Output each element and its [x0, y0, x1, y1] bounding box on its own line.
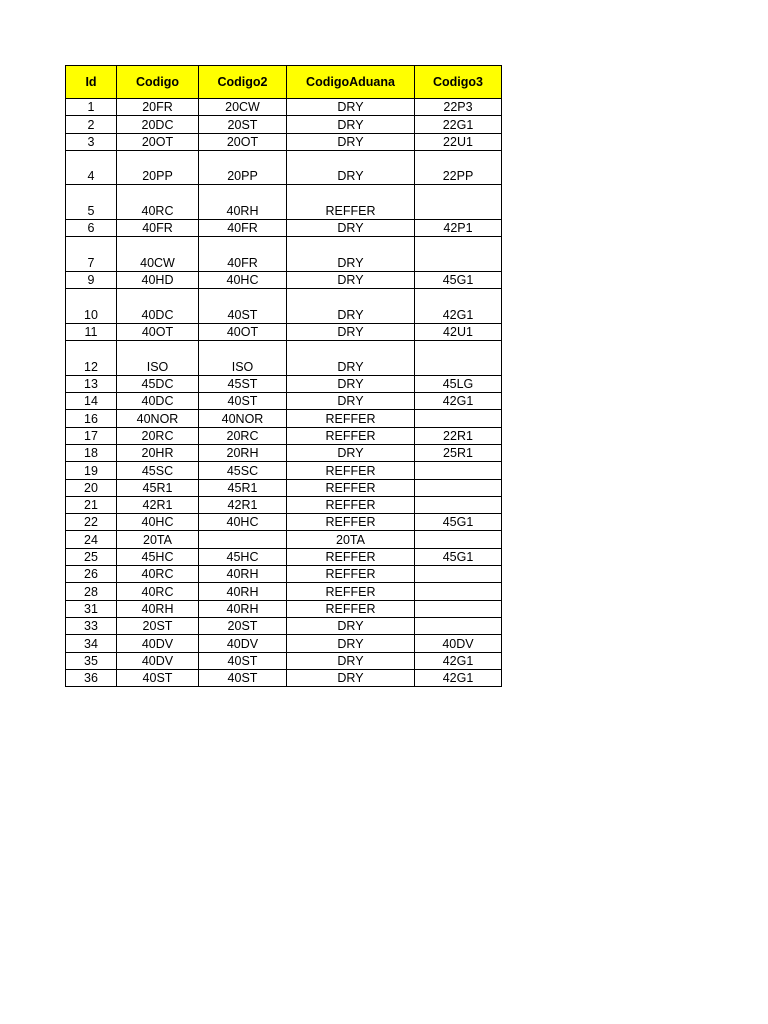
cell-codigo3: 42G1: [415, 289, 502, 324]
table-row: [66, 583, 502, 600]
cell-codigo2: 20OT: [199, 133, 287, 150]
cell-id: 34: [66, 635, 117, 652]
cell-codigo2: 40RH: [199, 600, 287, 617]
cell-codigo: 45DC: [117, 375, 199, 392]
cell-codigo: 40HD: [117, 271, 199, 288]
cell-codigo-aduana: REFFER: [287, 427, 415, 444]
cell-codigo: 40DC: [117, 393, 199, 410]
cell-codigo-aduana: DRY: [287, 237, 415, 272]
cell-id: 17: [66, 427, 117, 444]
table-row: [66, 185, 502, 220]
table-row: [66, 566, 502, 583]
cell-codigo-aduana: DRY: [287, 150, 415, 185]
cell-codigo: 40RH: [117, 600, 199, 617]
cell-codigo2: 40RH: [199, 566, 287, 583]
cell-codigo3: [415, 462, 502, 479]
cell-codigo3: 45LG: [415, 375, 502, 392]
cell-id: 22: [66, 514, 117, 531]
cell-codigo3: 42P1: [415, 220, 502, 237]
cell-codigo: 40RC: [117, 185, 199, 220]
cell-codigo-aduana: REFFER: [287, 496, 415, 513]
cell-codigo3: [415, 566, 502, 583]
cell-codigo: 40DV: [117, 652, 199, 669]
cell-codigo: 20HR: [117, 444, 199, 461]
cell-codigo3: 22U1: [415, 133, 502, 150]
cell-codigo2: 42R1: [199, 496, 287, 513]
cell-id: 6: [66, 220, 117, 237]
cell-id: 7: [66, 237, 117, 272]
cell-codigo2: 45R1: [199, 479, 287, 496]
cell-codigo-aduana: REFFER: [287, 566, 415, 583]
table-row: [66, 410, 502, 427]
cell-codigo3: 22P3: [415, 99, 502, 116]
table-row: [66, 635, 502, 652]
table-row: [66, 531, 502, 548]
cell-codigo: 40CW: [117, 237, 199, 272]
cell-codigo: 20FR: [117, 99, 199, 116]
cell-codigo2: 20PP: [199, 150, 287, 185]
cell-codigo2: ISO: [199, 341, 287, 376]
table-row: [66, 427, 502, 444]
table-row: [66, 237, 502, 272]
table-row: [66, 323, 502, 340]
cell-codigo3: 22PP: [415, 150, 502, 185]
cell-id: 14: [66, 393, 117, 410]
cell-codigo3: 42G1: [415, 393, 502, 410]
cell-codigo2: 40HC: [199, 271, 287, 288]
header-codigo3: Codigo3: [415, 66, 502, 99]
cell-codigo-aduana: DRY: [287, 220, 415, 237]
header-codigo-aduana: CodigoAduana: [287, 66, 415, 99]
cell-id: 36: [66, 669, 117, 686]
cell-codigo: 20OT: [117, 133, 199, 150]
cell-id: 16: [66, 410, 117, 427]
cell-codigo2: 40DV: [199, 635, 287, 652]
cell-codigo-aduana: DRY: [287, 375, 415, 392]
cell-codigo3: 40DV: [415, 635, 502, 652]
cell-codigo: 20TA: [117, 531, 199, 548]
cell-codigo3: 45G1: [415, 271, 502, 288]
cell-codigo-aduana: REFFER: [287, 583, 415, 600]
cell-id: 5: [66, 185, 117, 220]
cell-codigo2: 40ST: [199, 669, 287, 686]
cell-codigo: 20ST: [117, 617, 199, 634]
cell-codigo2: 20CW: [199, 99, 287, 116]
cell-id: 11: [66, 323, 117, 340]
table-row: [66, 652, 502, 669]
cell-codigo-aduana: REFFER: [287, 548, 415, 565]
cell-id: 28: [66, 583, 117, 600]
cell-codigo-aduana: REFFER: [287, 185, 415, 220]
cell-codigo3: [415, 410, 502, 427]
cell-id: 35: [66, 652, 117, 669]
cell-codigo-aduana: REFFER: [287, 462, 415, 479]
table-row: [66, 375, 502, 392]
cell-id: 19: [66, 462, 117, 479]
cell-codigo3: 42G1: [415, 669, 502, 686]
table-row: [66, 462, 502, 479]
cell-codigo2: 20RH: [199, 444, 287, 461]
cell-codigo3: 45G1: [415, 548, 502, 565]
cell-codigo-aduana: DRY: [287, 444, 415, 461]
cell-codigo2: 45HC: [199, 548, 287, 565]
cell-codigo2: 20ST: [199, 617, 287, 634]
cell-id: 25: [66, 548, 117, 565]
table-row: [66, 444, 502, 461]
cell-codigo-aduana: REFFER: [287, 514, 415, 531]
cell-codigo-aduana: DRY: [287, 323, 415, 340]
cell-codigo: 40DV: [117, 635, 199, 652]
cell-codigo: 20RC: [117, 427, 199, 444]
cell-codigo-aduana: DRY: [287, 341, 415, 376]
cell-codigo3: [415, 341, 502, 376]
cell-id: 1: [66, 99, 117, 116]
table-row: [66, 99, 502, 116]
cell-codigo2: 40RH: [199, 185, 287, 220]
table-row: [66, 220, 502, 237]
cell-codigo3: 42G1: [415, 652, 502, 669]
cell-codigo3: [415, 531, 502, 548]
cell-codigo-aduana: DRY: [287, 271, 415, 288]
cell-codigo3: 22G1: [415, 116, 502, 133]
cell-codigo: 40FR: [117, 220, 199, 237]
table-row: [66, 479, 502, 496]
cell-codigo3: 22R1: [415, 427, 502, 444]
cell-codigo3: 45G1: [415, 514, 502, 531]
table-row: [66, 669, 502, 686]
cell-codigo2: 40HC: [199, 514, 287, 531]
cell-codigo-aduana: DRY: [287, 393, 415, 410]
cell-codigo2: 40FR: [199, 220, 287, 237]
header-id: Id: [66, 66, 117, 99]
table-row: [66, 617, 502, 634]
cell-id: 2: [66, 116, 117, 133]
cell-codigo: ISO: [117, 341, 199, 376]
cell-codigo-aduana: DRY: [287, 652, 415, 669]
cell-codigo2: 20ST: [199, 116, 287, 133]
cell-codigo-aduana: REFFER: [287, 479, 415, 496]
table-row: [66, 133, 502, 150]
cell-codigo2: 40RH: [199, 583, 287, 600]
cell-codigo3: [415, 617, 502, 634]
cell-codigo-aduana: DRY: [287, 133, 415, 150]
cell-codigo-aduana: REFFER: [287, 600, 415, 617]
cell-codigo: 42R1: [117, 496, 199, 513]
cell-id: 4: [66, 150, 117, 185]
cell-codigo: 20PP: [117, 150, 199, 185]
cell-codigo-aduana: DRY: [287, 289, 415, 324]
cell-codigo3: 42U1: [415, 323, 502, 340]
cell-codigo3: [415, 496, 502, 513]
cell-codigo3: [415, 583, 502, 600]
table-row: [66, 548, 502, 565]
cell-codigo-aduana: REFFER: [287, 410, 415, 427]
table-row: [66, 600, 502, 617]
cell-id: 13: [66, 375, 117, 392]
cell-codigo3: 25R1: [415, 444, 502, 461]
cell-codigo: 45R1: [117, 479, 199, 496]
cell-id: 26: [66, 566, 117, 583]
cell-codigo: 40HC: [117, 514, 199, 531]
cell-id: 24: [66, 531, 117, 548]
cell-id: 18: [66, 444, 117, 461]
cell-codigo: 40ST: [117, 669, 199, 686]
cell-codigo2: [199, 531, 287, 548]
cell-id: 9: [66, 271, 117, 288]
cell-codigo2: 20RC: [199, 427, 287, 444]
cell-codigo3: [415, 479, 502, 496]
cell-codigo: 20DC: [117, 116, 199, 133]
cell-codigo: 45HC: [117, 548, 199, 565]
cell-codigo2: 45ST: [199, 375, 287, 392]
table-row: [66, 341, 502, 376]
cell-codigo2: 40FR: [199, 237, 287, 272]
cell-codigo3: [415, 237, 502, 272]
cell-codigo-aduana: DRY: [287, 99, 415, 116]
cell-codigo: 40DC: [117, 289, 199, 324]
cell-id: 10: [66, 289, 117, 324]
cell-codigo: 40RC: [117, 583, 199, 600]
cell-codigo2: 40OT: [199, 323, 287, 340]
cell-id: 33: [66, 617, 117, 634]
cell-codigo3: [415, 600, 502, 617]
cell-id: 31: [66, 600, 117, 617]
cell-codigo2: 40ST: [199, 393, 287, 410]
cell-codigo-aduana: DRY: [287, 635, 415, 652]
cell-codigo-aduana: DRY: [287, 116, 415, 133]
cell-codigo2: 40ST: [199, 652, 287, 669]
table-row: [66, 116, 502, 133]
cell-codigo-aduana: DRY: [287, 617, 415, 634]
cell-id: 12: [66, 341, 117, 376]
cell-id: 3: [66, 133, 117, 150]
cell-codigo-aduana: DRY: [287, 669, 415, 686]
table-row: [66, 393, 502, 410]
table-row: [66, 514, 502, 531]
cell-codigo: 40RC: [117, 566, 199, 583]
table-row: [66, 271, 502, 288]
cell-codigo2: 40ST: [199, 289, 287, 324]
cell-id: 20: [66, 479, 117, 496]
cell-codigo2: 40NOR: [199, 410, 287, 427]
table-row: [66, 289, 502, 324]
cell-codigo: 45SC: [117, 462, 199, 479]
cell-codigo3: [415, 185, 502, 220]
container-codes-table: [65, 65, 502, 687]
table-row: [66, 150, 502, 185]
cell-codigo: 40OT: [117, 323, 199, 340]
cell-codigo-aduana: 20TA: [287, 531, 415, 548]
header-codigo2: Codigo2: [199, 66, 287, 99]
table-row: [66, 496, 502, 513]
cell-codigo: 40NOR: [117, 410, 199, 427]
cell-codigo2: 45SC: [199, 462, 287, 479]
header-row: [66, 66, 502, 99]
header-codigo: Codigo: [117, 66, 199, 99]
cell-id: 21: [66, 496, 117, 513]
